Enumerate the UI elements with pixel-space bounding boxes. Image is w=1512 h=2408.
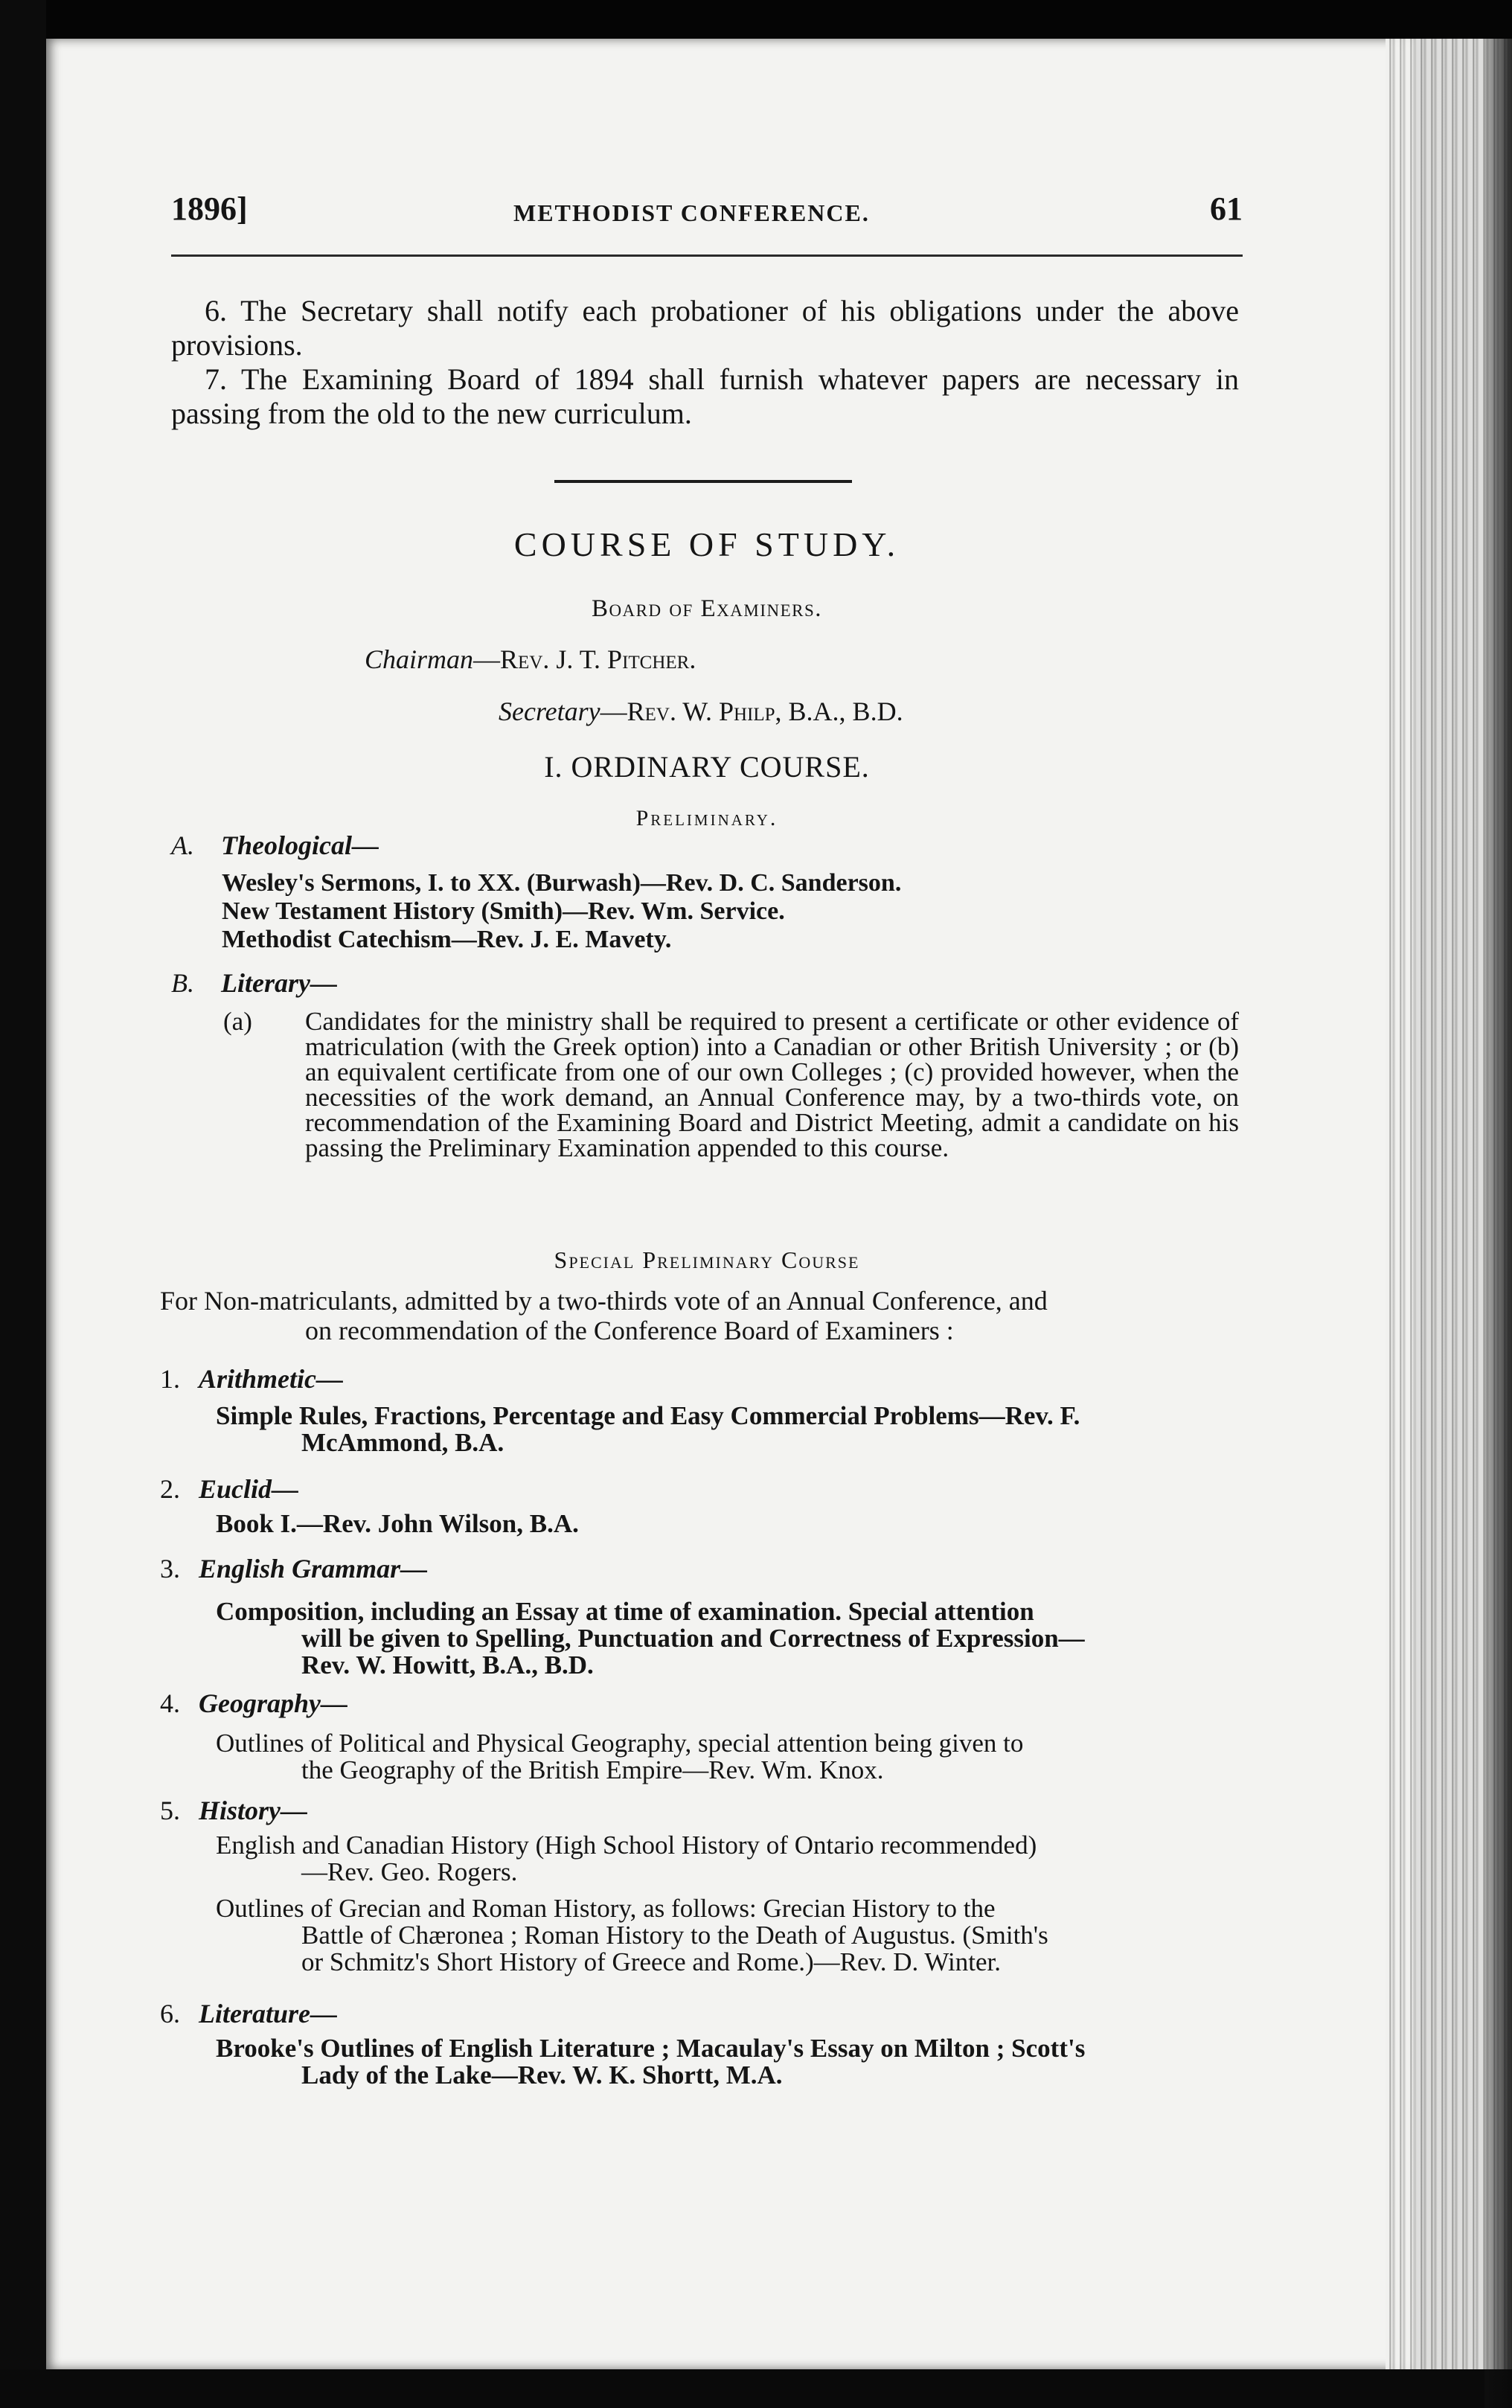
preliminary-heading: Preliminary.	[635, 806, 778, 830]
course-title: COURSE OF STUDY.	[513, 525, 900, 563]
subject-title: History—	[199, 1796, 308, 1825]
subject-title: English Grammar—	[199, 1554, 428, 1584]
theological-item-3: Methodist Catechism—Rev. J. E. Mavety.	[222, 926, 672, 953]
theological-item-1: Wesley's Sermons, I. to XX. (Burwash)—Rev. D. C. Sanderson.	[222, 869, 902, 897]
subject-number: 1.	[160, 1364, 180, 1394]
subject-line: Brooke's Outlines of English Literature ; Macaulay's Essay on Milton ; Scott's	[216, 2034, 1086, 2063]
subject-number: 3.	[160, 1554, 180, 1584]
subject-line: Rev. W. Howitt, B.A., B.D.	[301, 1650, 594, 1679]
special-intro-line-1: For Non-matriculants, admitted by a two-thirds vote of an Annual Conference, and	[160, 1286, 1048, 1316]
subject-line: Outlines of Grecian and Roman History, as follows: Grecian History to the	[216, 1894, 996, 1923]
subject-number: 2.	[160, 1474, 180, 1504]
section-a-label: Theological—	[221, 830, 379, 860]
page-number: 61	[1210, 190, 1243, 227]
scan-left-border	[0, 0, 46, 2369]
secretary-line	[499, 696, 903, 727]
subject-line: or Schmitz's Short History of Greece and Rome.)—Rev. D. Winter.	[301, 1947, 1001, 1976]
subject-6-body	[216, 2035, 1239, 2089]
special-course-heading: Special Preliminary Course	[554, 1246, 860, 1273]
subject-3-body	[216, 1598, 1239, 1679]
ordinary-course-heading: I. ORDINARY COURSE.	[544, 750, 870, 784]
subject-title: Geography—	[199, 1688, 347, 1718]
subject-1-body	[216, 1403, 1239, 1456]
subject-number: 4.	[160, 1688, 180, 1718]
subject-line: Battle of Chæronea ; Roman History to the Death of Augustus. (Smith's	[301, 1921, 1048, 1950]
scan-right-shadow	[1484, 39, 1512, 2408]
special-intro	[160, 1286, 1239, 1345]
literary-paragraph	[223, 1009, 1239, 1161]
subject-4-body	[216, 1730, 1239, 1784]
subject-title: Arithmetic—	[199, 1364, 344, 1394]
subject-line: McAmmond, B.A.	[301, 1428, 504, 1457]
section-b-letter: B.	[171, 968, 194, 998]
section-divider	[554, 480, 852, 483]
subject-number: 5.	[160, 1796, 180, 1825]
literary-item-label: (a)	[223, 1007, 252, 1036]
subject-line: Outlines of Political and Physical Geography, special attention being given to	[216, 1729, 1024, 1758]
subject-line: Simple Rules, Fractions, Percentage and Easy Commercial Problems—Rev. F.	[216, 1401, 1080, 1430]
subject-line: Book I.—Rev. John Wilson, B.A.	[216, 1509, 579, 1538]
subject-5-body-b	[216, 1895, 1239, 1976]
subject-2-body	[216, 1511, 1239, 1537]
paragraph-7: 7. The Examining Board of 1894 shall furnish whatever papers are necessary in passing from the old to the new curriculum.	[171, 362, 1239, 430]
subject-number: 6.	[160, 1999, 180, 2028]
chairman-line	[365, 644, 696, 675]
subject-title: Literature—	[199, 1999, 337, 2028]
header-title: METHODIST CONFERENCE.	[513, 199, 870, 226]
header-year: 1896]	[171, 190, 248, 227]
subject-line: the Geography of the British Empire—Rev. Wm. Knox.	[301, 1755, 884, 1784]
chairman-name: —Rev. J. T. Pitcher.	[473, 644, 696, 674]
chairman-role: Chairman	[365, 644, 474, 674]
theological-item-2: New Testament History (Smith)—Rev. Wm. Service.	[222, 897, 785, 925]
running-header	[171, 190, 1243, 249]
subject-5-body-a	[216, 1832, 1239, 1886]
subject-line: Lady of the Lake—Rev. W. K. Shortt, M.A.	[301, 2060, 783, 2090]
section-b-label: Literary—	[221, 968, 337, 998]
subject-title: Euclid—	[199, 1474, 299, 1504]
section-a-letter: A.	[171, 830, 194, 860]
paragraph-6: 6. The Secretary shall notify each probationer of his obligations under the above provisions.	[171, 294, 1239, 362]
header-rule	[171, 254, 1243, 257]
literary-text: Candidates for the ministry shall be required to present a certificate or other evidence of matriculation (with the Greek option) into a Canadian or other British University ; or (b) an equivalent certificate from one of our own Colleges ; (c) provided however, when the necessities of the work demand, an Annual Conference may, by a two-thirds vote, on recommendation of the Examining Board and District Meeting, admit a candidate on his passing the Preliminary Examination appended to this course.	[305, 1007, 1239, 1162]
scan-top-border	[0, 0, 1512, 39]
subject-line: —Rev. Geo. Rogers.	[301, 1857, 518, 1886]
subject-line: English and Canadian History (High School History of Ontario recommended)	[216, 1831, 1037, 1860]
special-intro-line-2: on recommendation of the Conference Board of Examiners :	[305, 1316, 954, 1345]
secretary-name: —Rev. W. Philp, B.A., B.D.	[600, 697, 903, 726]
secretary-role: Secretary	[499, 697, 600, 726]
subject-line: Composition, including an Essay at time of examination. Special attention	[216, 1597, 1034, 1626]
board-heading: Board of Examiners.	[591, 595, 823, 622]
subject-line: will be given to Spelling, Punctuation and Correctness of Expression—	[301, 1624, 1085, 1653]
